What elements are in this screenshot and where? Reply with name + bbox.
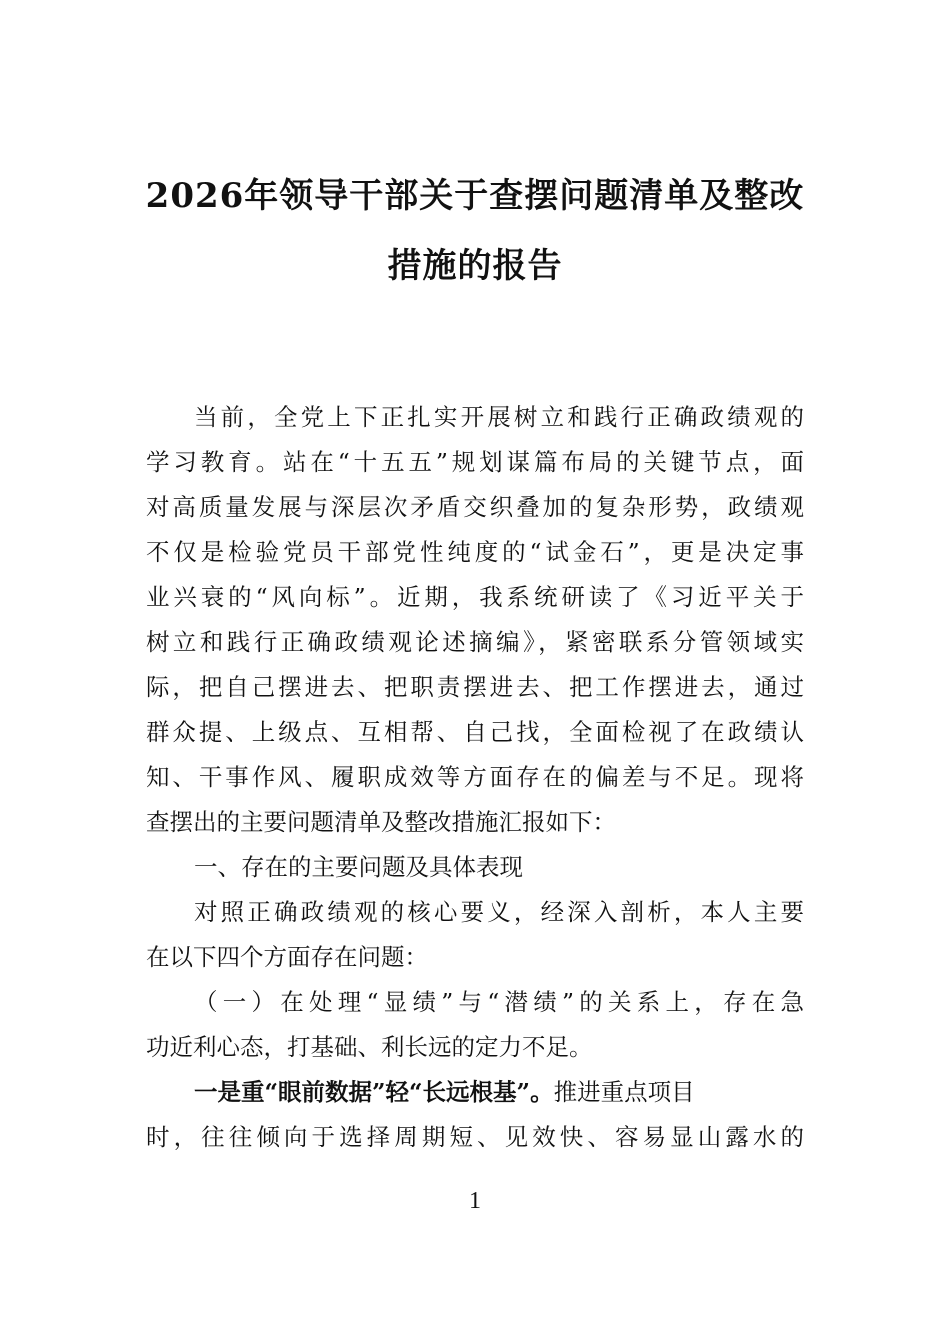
document-title-line-1: 2026年领导干部关于查摆问题清单及整改: [145, 176, 805, 216]
body-line-7: 际，把自己摆进去、把职责摆进去、把工作摆进去，通过: [146, 673, 804, 701]
body-line-2: 学习教育。站在“十五五”规划谋篇布局的关键节点，面: [146, 448, 804, 476]
page-number: 1: [469, 1188, 481, 1214]
body-line-3: 对高质量发展与深层次矛盾交织叠加的复杂形势，政绩观: [146, 493, 804, 521]
body-line-5: 业兴衰的“风向标”。近期，我系统研读了《习近平关于: [146, 583, 804, 611]
section-heading-1: 一、存在的主要问题及具体表现: [194, 853, 523, 881]
body-line-9: 知、干事作风、履职成效等方面存在的偏差与不足。现将: [146, 763, 804, 791]
body-line-12: 在以下四个方面存在问题：: [146, 943, 428, 971]
body-line-11: 对照正确政绩观的核心要义，经深入剖析，本人主要: [194, 898, 804, 926]
point-line-1: [146, 1077, 804, 1107]
point-lead-rest: 推进重点项目: [553, 1078, 695, 1106]
subheading-line-1: （一）在处理“显绩”与“潜绩”的关系上，存在急: [194, 988, 804, 1016]
body-line-4: 不仅是检验党员干部党性纯度的“试金石”，更是决定事: [146, 538, 804, 566]
body-line-10: 查摆出的主要问题清单及整改措施汇报如下：: [146, 808, 616, 836]
body-line-1: 当前，全党上下正扎实开展树立和践行正确政绩观的: [194, 403, 804, 431]
subheading-line-2: 功近利心态，打基础、利长远的定力不足。: [146, 1033, 593, 1061]
point-line-2: 时，往往倾向于选择周期短、见效快、容易显山露水的: [146, 1123, 804, 1151]
point-lead-bold: 一是重“眼前数据”轻“长远根基”。: [194, 1078, 554, 1106]
document-title-line-2: 措施的报告: [387, 246, 563, 286]
body-line-8: 群众提、上级点、互相帮、自己找，全面检视了在政绩认: [146, 718, 804, 746]
body-line-6: 树立和践行正确政绩观论述摘编》，紧密联系分管领域实: [146, 628, 804, 656]
